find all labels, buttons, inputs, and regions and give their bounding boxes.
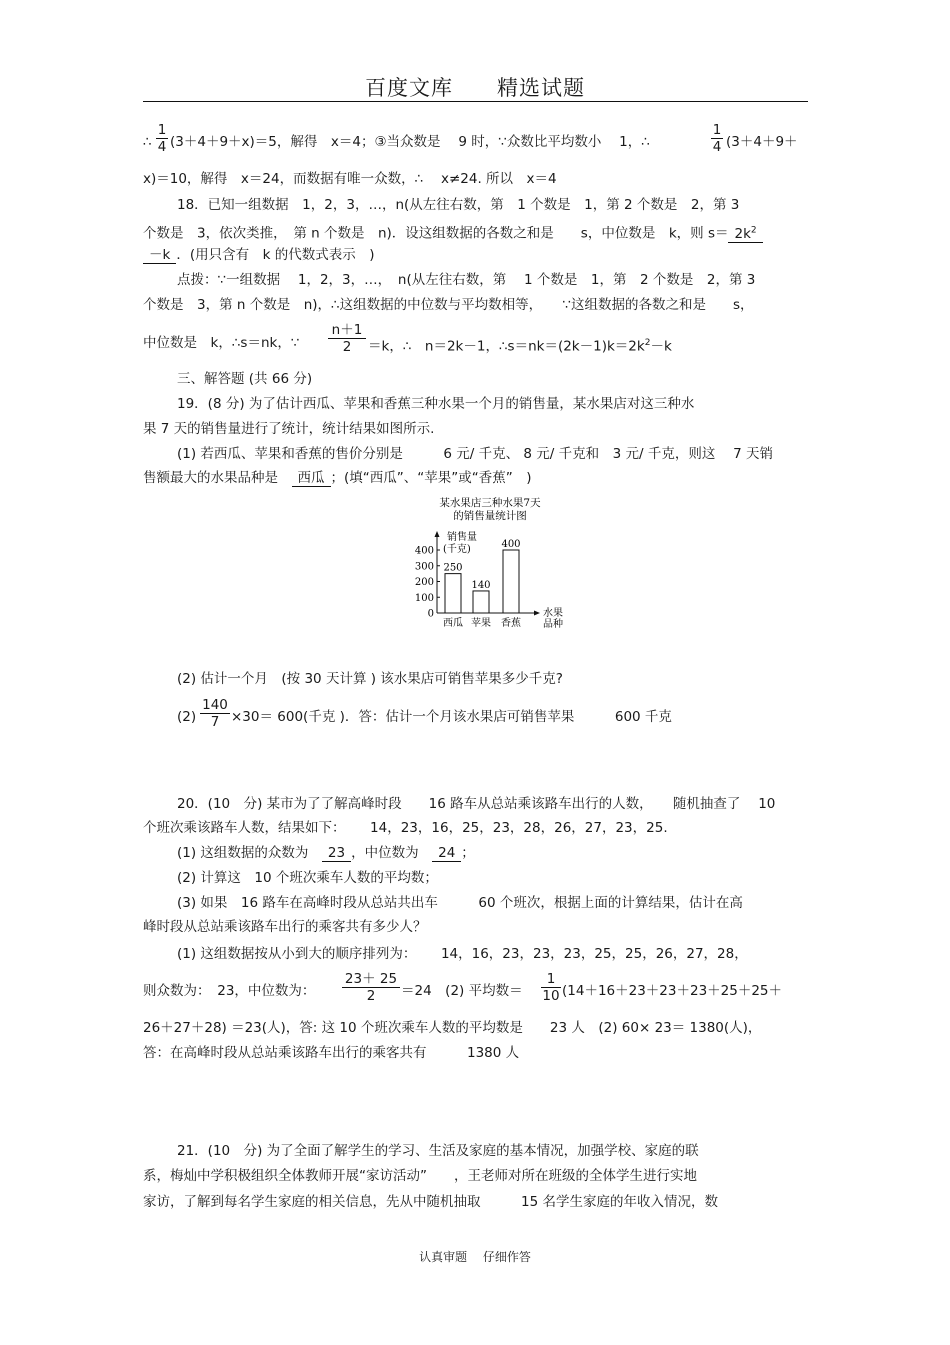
question-20-line: 则众数为： 23，中位数为： (143, 983, 316, 999)
answer-blank: 23 (322, 845, 351, 862)
text-line: ∴ (143, 134, 152, 150)
question-20-line: (3) 如果 16 路车在高峰时段从总站共出车 60 个班次，根据上面的计算结果，估计在高 (177, 895, 743, 911)
answer-blank: －k (143, 247, 176, 264)
question-19-line: (1) 若西瓜、苹果和香蕉的售价分别是 6 元/ 千克、 8 元/ 千克和 3 元/ 千克，则这 7 天销 (177, 446, 774, 462)
bar-value-label: 250 (443, 562, 463, 574)
y-tick-label: 0 (427, 608, 434, 620)
question-18-line (143, 246, 374, 264)
question-20-line: 答：在高峰时段从总站乘该路车出行的乘客共有 1380 人 (143, 1045, 520, 1061)
question-20-line: ＝24 (2) 平均数＝ (401, 983, 523, 999)
bar (445, 574, 461, 613)
category-label: 香蕉 (501, 618, 521, 629)
x-axis-label: 水果 (543, 608, 563, 619)
question-19-line: (2) (177, 709, 197, 725)
fraction-numerator: n＋1 (331, 322, 363, 338)
chart-subtitle: 的销售量统计图 (453, 510, 527, 522)
question-20-line: (14＋16＋23＋23＋23＋25＋25＋ (562, 983, 783, 999)
text-line: (3＋4＋9＋ (726, 134, 798, 150)
hint-line: 点拨：∵一组数据 1，2，3，…， n(从左往右数，第 1 个数是 1，第 2 个数是 2，第 3 (177, 272, 756, 288)
question-21-line: 21．(10 分) 为了全面了解学生的学习、生活及家庭的基本情况，加强学校、家庭的联 (177, 1143, 699, 1159)
fraction (328, 322, 366, 355)
question-20-line: (2) 计算这 10 个班次乘车人数的平均数； (177, 870, 438, 886)
y-tick-label: 400 (414, 545, 434, 557)
bar-value-label: 400 (501, 539, 521, 550)
hint-line (368, 334, 672, 356)
fraction-denominator: 7 (210, 714, 220, 730)
fraction (711, 122, 723, 155)
fraction-numerator: 1 (546, 971, 556, 987)
fraction (541, 971, 561, 1004)
fraction (342, 971, 400, 1004)
fraction-denominator: 2 (366, 988, 376, 1004)
superscript: 2 (750, 225, 757, 235)
category-label: 西瓜 (443, 618, 463, 629)
text: ＝k，∴ n＝2k－1，∴s＝nk＝(2k－1)k＝2k (368, 338, 645, 355)
question-20-line: 20．(10 分) 某市为了了解高峰时段 16 路车从总站乘该路车出行的人数， 随机抽查了 10 (177, 796, 776, 812)
page-header-title: 百度文库 精选试题 (365, 76, 585, 100)
text: 售额最大的水果品种是 (143, 470, 292, 486)
hint-line: 中位数是 k，∴s＝nk，∵ (143, 335, 300, 351)
section-heading: 三、解答题 (共 66 分) (177, 371, 313, 387)
fraction-denominator: 4 (712, 139, 722, 155)
question-20-line: 26＋27＋28) ＝23(人)，答: 这 10 个班次乘车人数的平均数是 23 人 (2) 60× 23＝ 1380(人)， (143, 1020, 762, 1036)
question-21-line: 系，梅灿中学积极组织全体教师开展“家访活动” ，王老师对所在班级的全体学生进行实地 (143, 1168, 697, 1184)
y-axis-unit: (千克) (443, 544, 471, 555)
text-line: x)＝10，解得 x＝24，而数据有唯一众数，∴ x≠24. 所以 x＝4 (143, 171, 557, 187)
header-rule (143, 101, 808, 102)
bar-value-label: 140 (471, 579, 491, 591)
answer-blank: 24 (432, 845, 461, 862)
text-line: (3＋4＋9＋x)＝5，解得 x＝4；③当众数是 9 时，∵众数比平均数小 1，∴ (170, 134, 650, 150)
text: ； (461, 845, 475, 861)
fraction-numerator: 1 (157, 122, 167, 138)
question-19-line: (2) 估计一个月 (按 30 天计算 ) 该水果店可销售苹果多少千克? (177, 671, 563, 687)
y-axis-label: 销售量 (447, 532, 477, 543)
question-20-line: (1) 这组数据按从小到大的顺序排列为： 14，16，23，23，23，25，25，26，27，28， (177, 946, 748, 962)
question-18-line: 18．已知一组数据 1，2，3，…，n(从左往右数，第 1 个数是 1，第 2 个数是 2，第 3 (177, 197, 740, 213)
text: 个数是 3，依次类推， 第 n 个数是 n)．设这组数据的各数之和是 s，中位数是 k，则 s＝ (143, 225, 729, 242)
answer-text: 2k (734, 225, 751, 242)
fraction-denominator: 4 (157, 139, 167, 155)
fraction (200, 697, 230, 730)
fraction-numerator: 23＋ 25 (344, 971, 398, 987)
question-19-line: ×30＝ 600(千克 )．答：估计一个月该水果店可销售苹果 600 千克 (231, 709, 672, 725)
question-19-line (143, 469, 532, 487)
answer-blank (728, 226, 762, 243)
fraction-denominator: 2 (342, 339, 352, 355)
text: ．(用只含有 k 的代数式表示 ) (176, 247, 375, 263)
fraction-numerator: 1 (712, 122, 722, 138)
category-label: 苹果 (471, 618, 491, 629)
question-20-line (177, 844, 475, 862)
fraction-denominator: 10 (542, 988, 560, 1004)
y-tick-label: 300 (414, 561, 434, 573)
hint-line: 个数是 3，第 n 个数是 n)，∴这组数据的中位数与平均数相等， ∵这组数据的各数之和是 s， (143, 297, 754, 313)
x-axis-arrow (534, 611, 540, 616)
y-tick-label: 100 (414, 592, 434, 604)
text: ；(填“西瓜”、“苹果”或“香蕉” ) (330, 470, 532, 486)
chart-title: 某水果店三种水果7天 (439, 497, 541, 509)
question-18-line (143, 221, 763, 243)
y-axis-arrow (435, 531, 440, 537)
question-20-line: 个班次乘该路车人数，结果如下： 14，23，16，25，23，28，26，27，23，25. (143, 820, 668, 836)
x-axis-label: 品种 (543, 619, 563, 630)
bar (473, 591, 489, 613)
bar (503, 550, 519, 613)
answer-blank: 西瓜 (292, 470, 331, 487)
bar-chart (405, 494, 580, 634)
text: －k (650, 338, 672, 355)
superscript: 2 (644, 338, 651, 348)
fraction (156, 122, 168, 155)
y-tick-label: 200 (414, 577, 434, 588)
question-19-line: 果 7 天的销售量进行了统计，统计结果如图所示. (143, 421, 435, 437)
text: ，中位数为 (351, 845, 433, 861)
question-19-line: 19．(8 分) 为了估计西瓜、苹果和香蕉三种水果一个月的销售量，某水果店对这三种水 (177, 396, 695, 412)
question-20-line: 峰时段从总站乘该路车出行的乘客共有多少人？ (143, 919, 427, 935)
fraction-numerator: 140 (202, 697, 228, 713)
text: (1) 这组数据的众数为 (177, 845, 322, 861)
page-footer: 认真审题 仔细作答 (419, 1250, 531, 1264)
question-21-line: 家访，了解到每名学生家庭的相关信息，先从中随机抽取 15 名学生家庭的年收入情况，数 (143, 1194, 718, 1210)
